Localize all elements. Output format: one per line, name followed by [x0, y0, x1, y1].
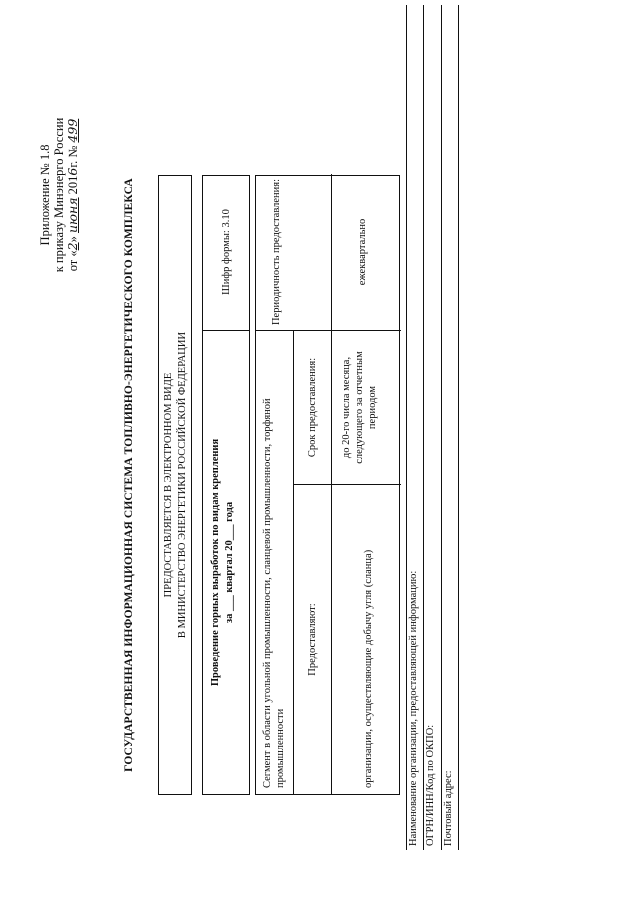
- appendix-order-ref: к приказу Минэнерго России: [52, 117, 66, 273]
- handwritten-month: июня: [65, 197, 80, 234]
- appendix-note: [38, 90, 80, 300]
- appendix-date: от «2» июня 2016г. № 499: [65, 118, 80, 272]
- handwritten-year-digit: 6: [65, 167, 80, 176]
- form-code: Шифр формы: 3.10: [221, 209, 232, 295]
- appendix-number: Приложение № 1.8: [38, 144, 52, 246]
- handwritten-day: 2: [65, 242, 80, 251]
- submission-box: [158, 175, 192, 795]
- header-periodicity: Периодичность предоставления:: [256, 174, 332, 330]
- value-periodicity: ежеквартально: [357, 218, 368, 286]
- org-name-field: Наименование организации, предоставляющей информацию:: [406, 5, 423, 850]
- form-header: [202, 175, 250, 795]
- header-deadline: Срок предоставления:: [294, 330, 332, 484]
- submission-line-1: ПРЕДОСТАВЛЯЕТСЯ В ЭЛЕКТРОННОМ ВИДЕ: [163, 372, 174, 598]
- form-name: Проведение горных выработок по видам крепления за ___ квартал 20___ года: [203, 330, 249, 794]
- value-providers: организации, осуществляющие добычу угля (сланца): [332, 484, 401, 794]
- handwritten-order-number: 499: [65, 118, 80, 143]
- submission-line-2: В МИНИСТЕРСТВО ЭНЕРГЕТИКИ РОССИЙСКОЙ ФЕДЕРАЦИИ: [177, 331, 188, 639]
- value-deadline: до 20-го числа месяца, следующего за отчетным периодом: [332, 330, 401, 484]
- org-ids-field: ОГРН/ИНН/Код по ОКПО:: [423, 5, 441, 850]
- submission-table: [255, 175, 400, 795]
- header-providers: Предоставляют:: [294, 484, 332, 794]
- segment-cell: Сегмент в области угольной промышленности, сланцевой промышленности, торфяной промышленности: [256, 330, 294, 794]
- postal-address-field: Почтовый адрес:: [441, 5, 459, 850]
- system-title: ГОСУДАРСТВЕННАЯ ИНФОРМАЦИОННАЯ СИСТЕМА ТОПЛИВНО-ЭНЕРГЕТИЧЕСКОГО КОМПЛЕКСА: [123, 178, 135, 772]
